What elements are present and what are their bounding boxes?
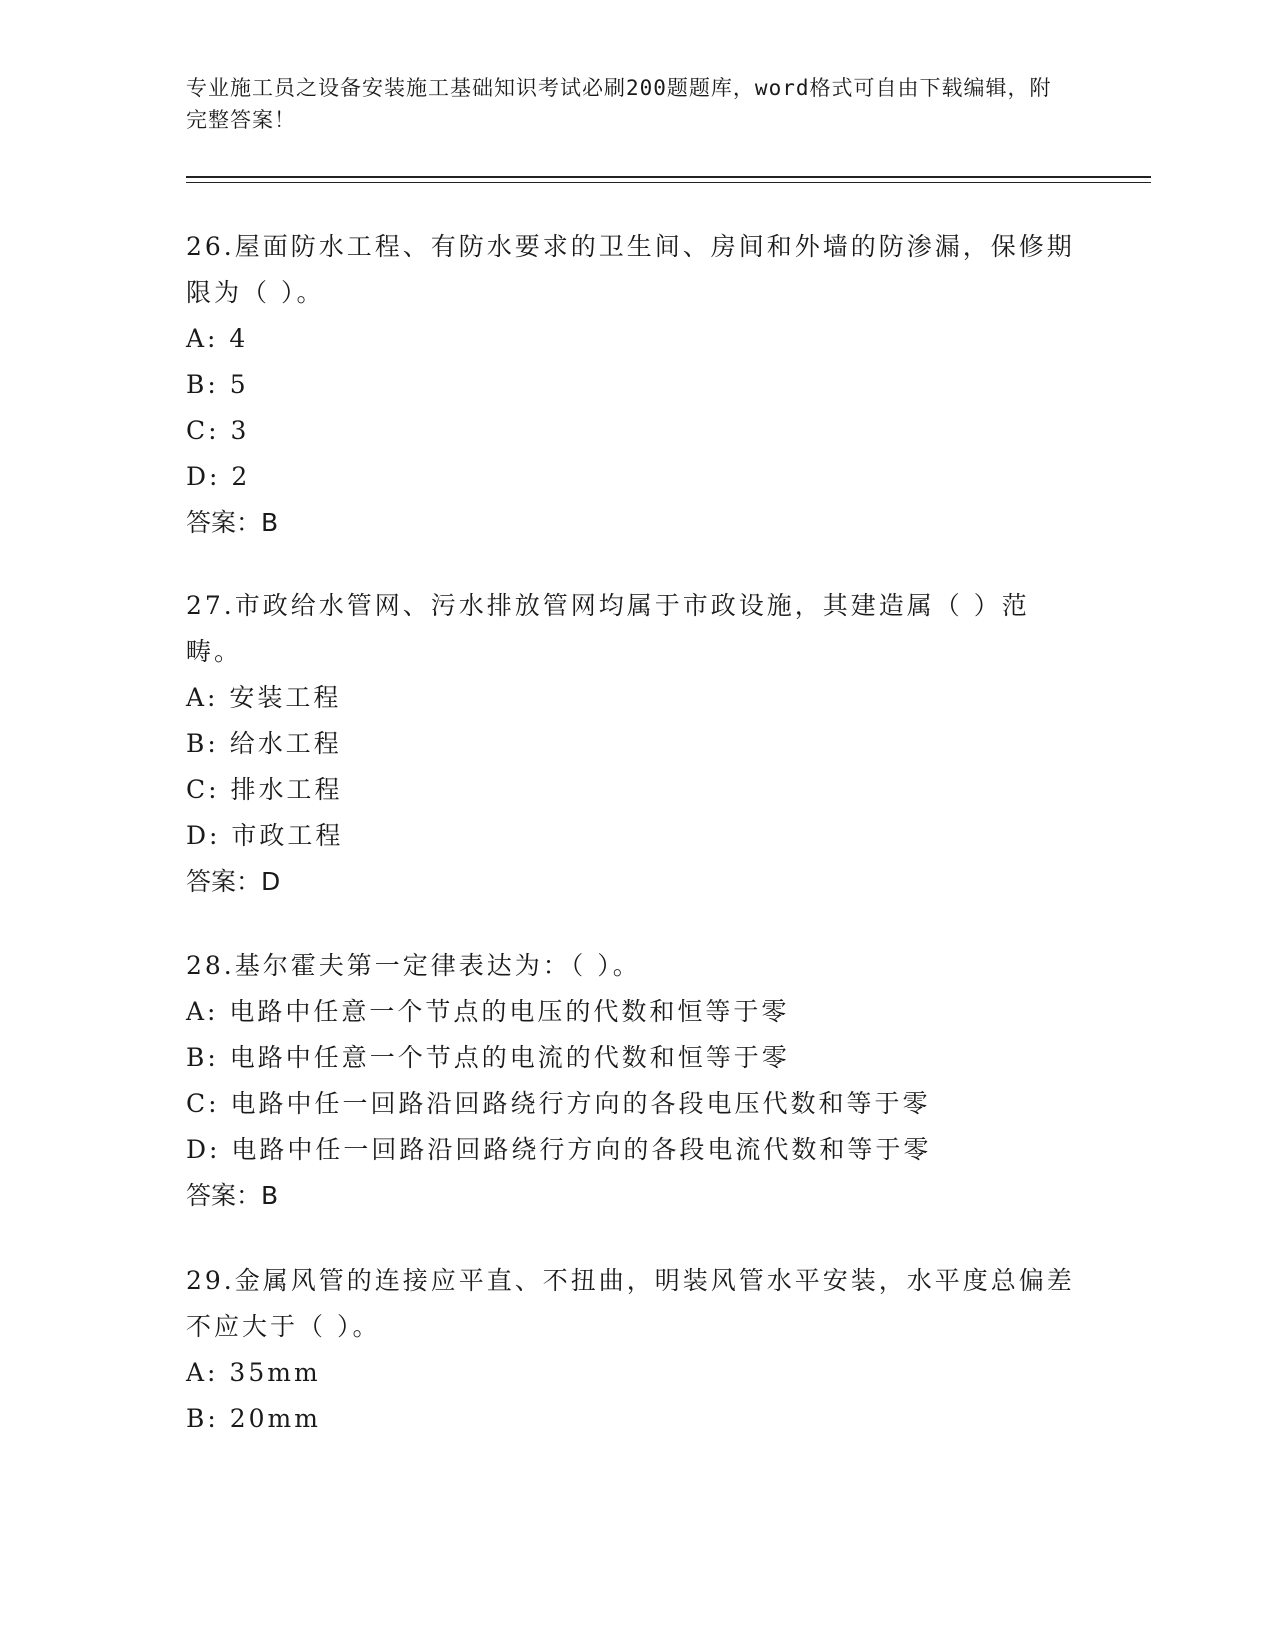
option-c: C: 排水工程: [186, 775, 343, 804]
option-c: C: 电路中任一回路沿回路绕行方向的各段电压代数和等于零: [186, 1089, 931, 1118]
question-29: [186, 1258, 1076, 1442]
header-divider-thin: [186, 182, 1151, 183]
option-b: B: 电路中任意一个节点的电流的代数和恒等于零: [186, 1043, 790, 1072]
header-divider-thick: [186, 176, 1151, 178]
document-header: [186, 72, 1066, 136]
header-title: 专业施工员之设备安装施工基础知识考试必刷200题题库，word格式可自由下载编辑，附完整答案！: [186, 76, 1052, 132]
option-c: C: 3: [186, 416, 250, 445]
question-stem: 29.金属风管的连接应平直、不扭曲，明装风管水平安装，水平度总偏差不应大于（ ）。: [186, 1266, 1075, 1341]
option-a: A: 4: [186, 324, 249, 353]
option-b: B: 5: [186, 370, 249, 399]
option-d: D: 2: [186, 462, 251, 491]
question-27: [186, 583, 1076, 905]
option-b: B: 给水工程: [186, 729, 342, 758]
question-28: [186, 943, 1076, 1219]
question-stem: 28.基尔霍夫第一定律表达为：（ ）。: [186, 951, 641, 980]
answer: 答案：D: [186, 867, 281, 896]
option-d: D: 电路中任一回路沿回路绕行方向的各段电流代数和等于零: [186, 1135, 932, 1164]
option-a: A: 电路中任意一个节点的电压的代数和恒等于零: [186, 997, 790, 1026]
answer: 答案：B: [186, 1181, 279, 1210]
option-a: A: 35mm: [186, 1358, 321, 1387]
question-26: [186, 224, 1076, 546]
answer: 答案：B: [186, 508, 279, 537]
question-stem: 27.市政给水管网、污水排放管网均属于市政设施，其建造属（ ）范畴。: [186, 591, 1030, 666]
option-b: B: 20mm: [186, 1404, 321, 1433]
question-stem: 26.屋面防水工程、有防水要求的卫生间、房间和外墙的防渗漏，保修期限为（ ）。: [186, 232, 1075, 307]
option-d: D: 市政工程: [186, 821, 344, 850]
option-a: A: 安装工程: [186, 683, 342, 712]
